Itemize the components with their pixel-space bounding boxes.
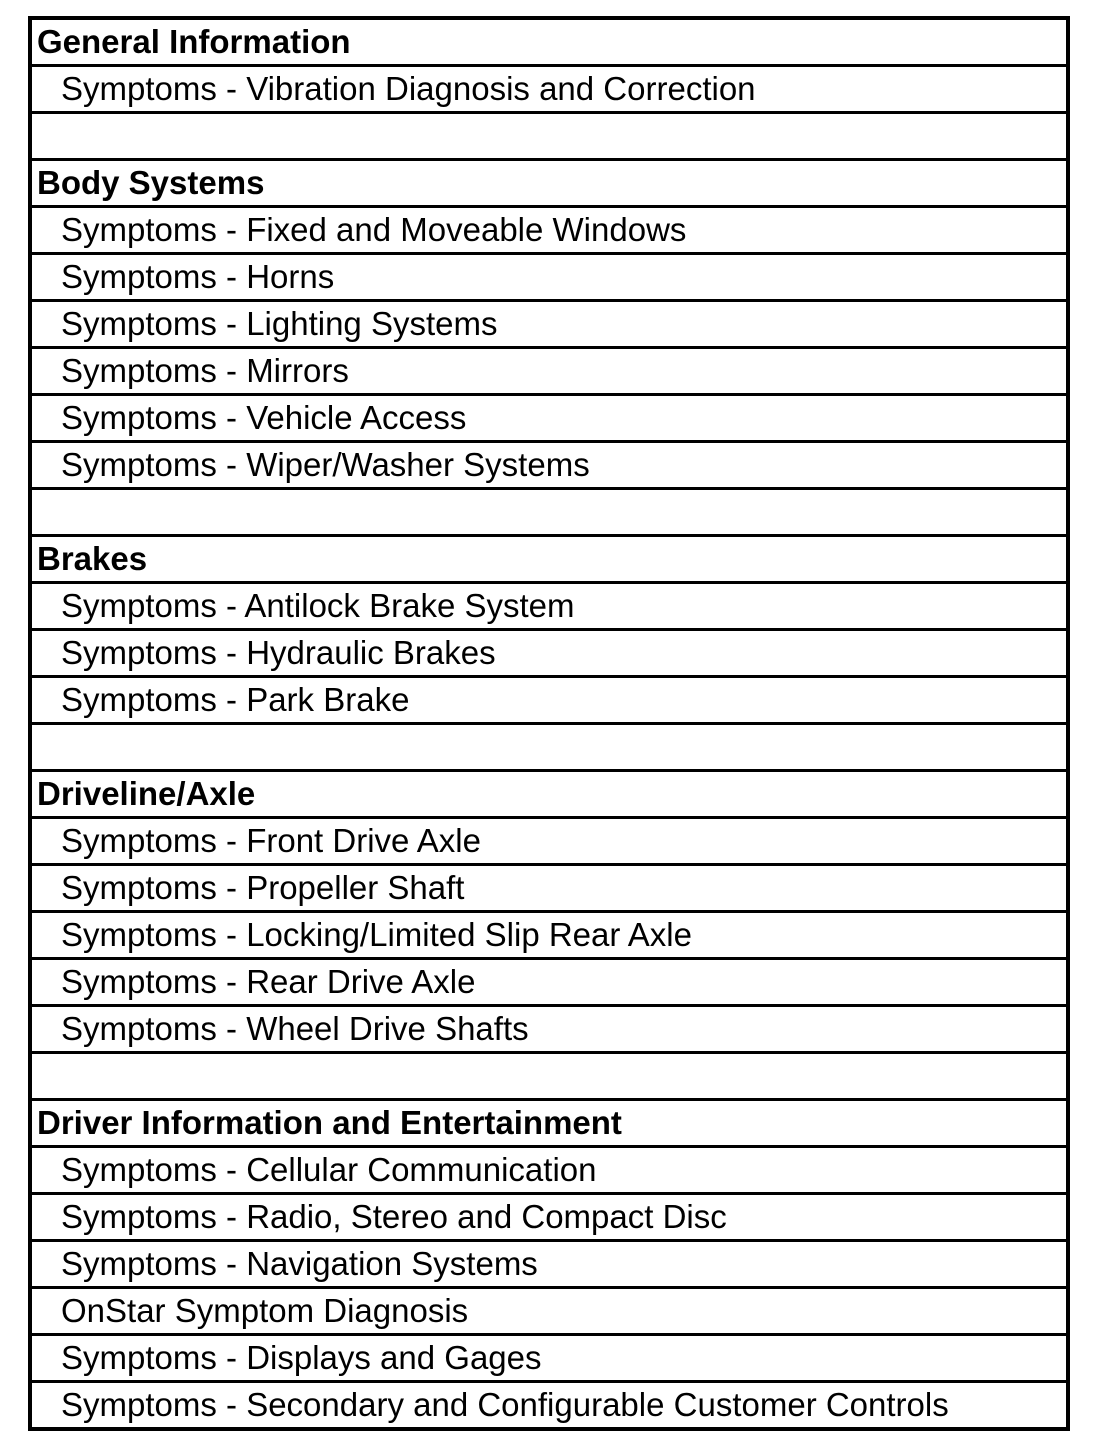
symptom-title: Symptoms - Cellular Communication — [61, 1151, 597, 1188]
symptom-title: Symptoms - Radio, Stereo and Compact Disc — [61, 1198, 727, 1235]
symptom-title: Symptoms - Mirrors — [61, 352, 349, 389]
symptom-list-item — [32, 1007, 1066, 1054]
symptom-list-item — [32, 1336, 1066, 1383]
section-title: Brakes — [37, 540, 148, 577]
symptom-list-item — [32, 913, 1066, 960]
symptom-list-item — [32, 1148, 1066, 1195]
section-header — [32, 772, 1066, 819]
symptom-list-item — [32, 819, 1066, 866]
symptom-list-item — [32, 960, 1066, 1007]
symptom-title: Symptoms - Vehicle Access — [61, 399, 467, 436]
symptom-list-item — [32, 678, 1066, 725]
symptoms-index-table — [28, 16, 1070, 1431]
symptom-list-item — [32, 1195, 1066, 1242]
symptom-list-item — [32, 631, 1066, 678]
section-header — [32, 161, 1066, 208]
symptom-list-item — [32, 1289, 1066, 1336]
symptom-list-item — [32, 866, 1066, 913]
symptom-title: Symptoms - Horns — [61, 258, 335, 295]
symptom-list-item — [32, 1383, 1066, 1427]
blank-row — [32, 725, 1066, 772]
symptom-title: Symptoms - Lighting Systems — [61, 305, 498, 342]
symptom-list-item — [32, 302, 1066, 349]
section-title: General Information — [37, 23, 351, 60]
symptom-title: Symptoms - Wheel Drive Shafts — [61, 1010, 529, 1047]
section-header — [32, 537, 1066, 584]
symptom-title: OnStar Symptom Diagnosis — [61, 1292, 469, 1329]
section-header — [32, 20, 1066, 67]
symptom-title: Symptoms - Rear Drive Axle — [61, 963, 476, 1000]
symptom-list-item — [32, 443, 1066, 490]
symptom-title: Symptoms - Antilock Brake System — [61, 587, 575, 624]
blank-row — [32, 114, 1066, 161]
symptom-list-item — [32, 349, 1066, 396]
symptom-title: Symptoms - Front Drive Axle — [61, 822, 481, 859]
section-header — [32, 1101, 1066, 1148]
symptom-title: Symptoms - Navigation Systems — [61, 1245, 538, 1282]
symptom-list-item — [32, 396, 1066, 443]
blank-row — [32, 1054, 1066, 1101]
symptom-title: Symptoms - Propeller Shaft — [61, 869, 465, 906]
symptom-list-item — [32, 584, 1066, 631]
symptom-list-item — [32, 208, 1066, 255]
symptom-title: Symptoms - Vibration Diagnosis and Correction — [61, 70, 756, 107]
symptom-title: Symptoms - Locking/Limited Slip Rear Axle — [61, 916, 692, 953]
symptom-list-item — [32, 255, 1066, 302]
symptom-title: Symptoms - Wiper/Washer Systems — [61, 446, 590, 483]
blank-row — [32, 490, 1066, 537]
symptom-title: Symptoms - Displays and Gages — [61, 1339, 542, 1376]
section-title: Driver Information and Entertainment — [37, 1104, 622, 1141]
section-title: Driveline/Axle — [37, 775, 256, 812]
symptom-title: Symptoms - Park Brake — [61, 681, 410, 718]
symptom-title: Symptoms - Fixed and Moveable Windows — [61, 211, 687, 248]
symptom-list-item — [32, 67, 1066, 114]
symptom-title: Symptoms - Secondary and Configurable Customer Controls — [61, 1386, 949, 1423]
symptom-title: Symptoms - Hydraulic Brakes — [61, 634, 496, 671]
section-title: Body Systems — [37, 164, 265, 201]
symptom-list-item — [32, 1242, 1066, 1289]
